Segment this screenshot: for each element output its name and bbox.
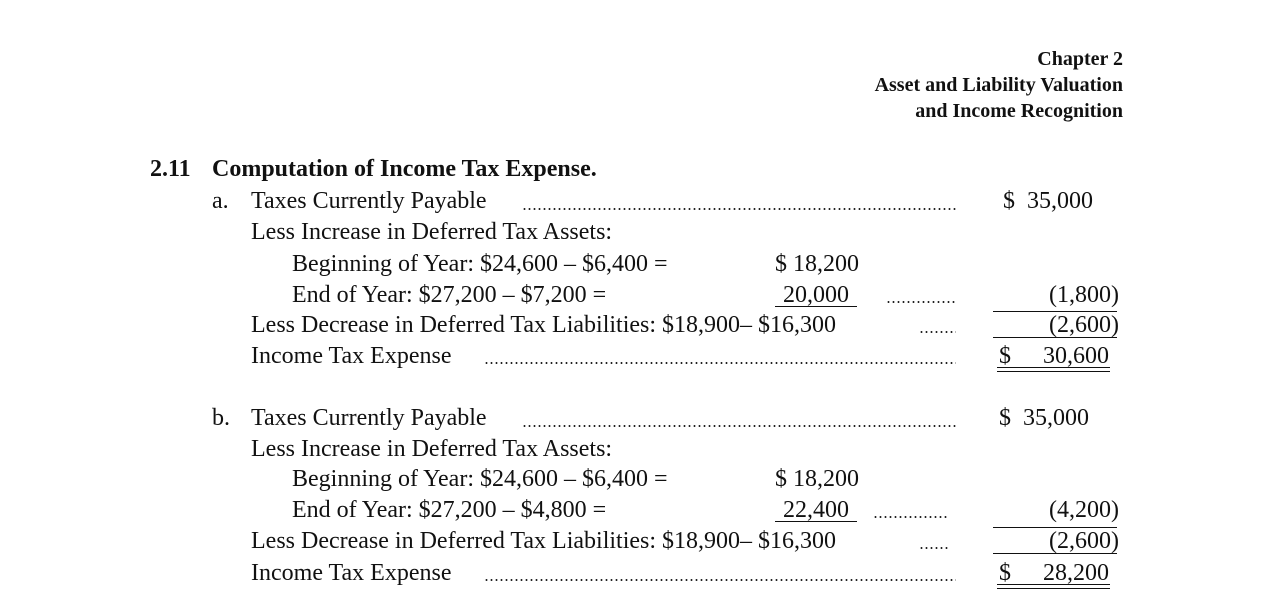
part-b-marker: b. [212,405,230,431]
part-a-leader-dots [886,301,956,303]
part-a-total-rule [993,337,1117,338]
part-a-end-label: End of Year: $27,200 – $7,200 = [292,282,607,308]
problem-title: Computation of Income Tax Expense. [212,156,597,182]
part-a-expense-currency: $ [999,343,1011,369]
part-a-end-underline [775,306,857,307]
part-a-increase-label: Less Increase in Deferred Tax Assets: [251,219,613,245]
problem-number: 2.11 [150,156,191,182]
chapter-label: Chapter 2 [1037,48,1123,70]
part-b-leader-dots [522,425,956,427]
part-b-expense-currency: $ [999,560,1011,586]
part-b-taxes-payable-label: Taxes Currently Payable [251,405,487,431]
part-b-beginning-label: Beginning of Year: $24,600 – $6,400 = [292,466,668,492]
chapter-title-line2: and Income Recognition [915,100,1123,122]
part-b-total-rule [993,553,1117,554]
part-b-increase-label: Less Increase in Deferred Tax Assets: [251,436,613,462]
part-a-end-amount: 20,000 [783,282,849,308]
part-b-leader-dots [919,547,949,549]
part-a-beginning-amount: $ 18,200 [775,251,859,277]
part-b-increase-total: (4,200) [1049,497,1119,523]
part-b-beginning-amount: $ 18,200 [775,466,859,492]
part-a-expense-amount: 30,600 [1043,343,1109,369]
part-b-end-label: End of Year: $27,200 – $4,800 = [292,497,607,523]
part-a-decrease-amount: (2,600) [1049,312,1119,338]
part-b-expense-label: Income Tax Expense [251,560,452,586]
part-a-decrease-label: Less Decrease in Deferred Tax Liabilities: $18,900– $16,300 [251,312,837,338]
part-b-taxes-payable-amount: $ 35,000 [999,405,1089,431]
part-a-increase-total: (1,800) [1049,282,1119,308]
part-a-leader-dots [522,208,956,210]
part-a-taxes-payable-amount: $ 35,000 [1003,188,1093,214]
part-b-leader-dots [873,516,949,518]
part-b-double-underline [997,584,1110,589]
part-b-decrease-amount: (2,600) [1049,528,1119,554]
part-b-end-underline [775,521,857,522]
chapter-title-line1: Asset and Liability Valuation [874,74,1123,96]
part-a-leader-dots [484,362,956,364]
part-a-leader-dots [919,331,956,333]
part-b-end-amount: 22,400 [783,497,849,523]
part-a-marker: a. [212,188,229,214]
part-a-double-underline [997,367,1110,372]
part-b-expense-amount: 28,200 [1043,560,1109,586]
part-b-decrease-label: Less Decrease in Deferred Tax Liabilities: $18,900– $16,300 [251,528,837,554]
part-a-expense-label: Income Tax Expense [251,343,452,369]
part-a-taxes-payable-label: Taxes Currently Payable [251,188,487,214]
part-a-beginning-label: Beginning of Year: $24,600 – $6,400 = [292,251,668,277]
part-b-leader-dots [484,579,956,581]
